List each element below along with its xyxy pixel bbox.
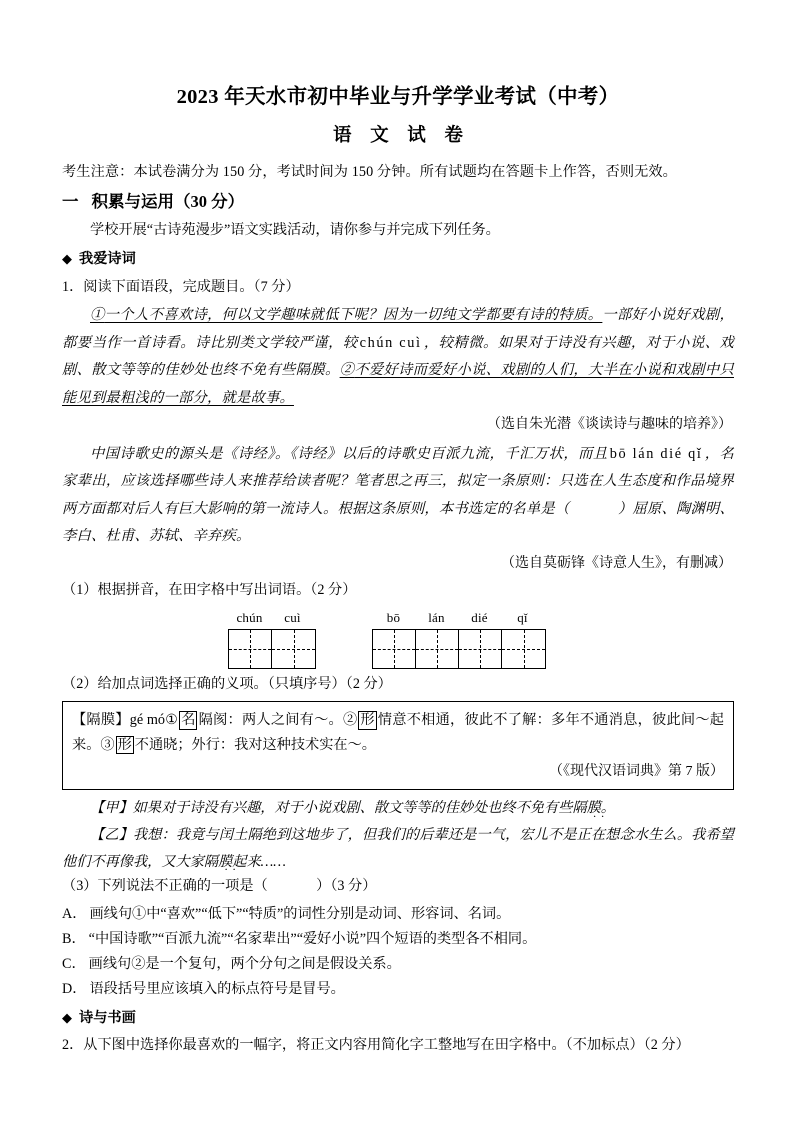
exam-notice: 考生注意：本试卷满分为 150 分，考试时间为 150 分钟。所有试题均在答题卡上作答，否则无效。 (62, 163, 677, 180)
quote-yi (62, 822, 734, 875)
tianzige-cell[interactable] (272, 630, 315, 668)
dict-sense-1-number: ① (165, 712, 179, 729)
option-b[interactable] (62, 927, 734, 952)
passage-1-mark-2: ② (339, 362, 355, 379)
tianzige-block-a (228, 610, 316, 669)
passage-1-underline-2-text: 不爱好诗而爱好小说、戏剧的人们，大半在小说和戏剧中只能见到最粗浅的一部分，就是故事。 (62, 362, 734, 406)
tianzige-cell[interactable] (373, 630, 416, 668)
quote-jia-emphasis: 隔膜 ·· (572, 800, 600, 816)
option-d-label: D． (62, 981, 87, 998)
dict-sense-1-text: 隔阂：两人之间有～。 (198, 712, 343, 729)
dict-headword: 【隔膜】 (72, 712, 130, 729)
quote-yi-label: 【乙】 (90, 826, 133, 843)
question-1-3-stem-post: ）（3 分） (316, 878, 377, 895)
passage-1-underline-1-text: 一个人不喜欢诗，何以文学趣味就低下呢？因为一切纯文学都要有诗的特质。 (104, 307, 603, 324)
section-one-intro: 学校开展“古诗苑漫步”语文实践活动，请你参与并完成下列任务。 (90, 222, 500, 239)
page-subtitle: 语 文 试 卷 (333, 125, 470, 146)
passage-1-underline-1 (90, 307, 602, 323)
bullet-heading-poetry (62, 248, 734, 271)
passage-1-attribution: （选自朱光潜《谈读诗与趣味的培养》） (487, 417, 732, 433)
tianzige-cell[interactable] (459, 630, 502, 668)
pinyin-row-a (228, 610, 316, 626)
dict-sense-3-pos: 形 (117, 736, 132, 753)
option-c[interactable] (62, 952, 734, 977)
tianzige-cell[interactable] (229, 630, 272, 668)
question-2-stem: 2．从下图中选择你最喜欢的一幅字，将正文内容用简化字工整地写在田字格中。（不加标点）（2 分） (62, 1037, 690, 1054)
dict-sense-1-pos: 名 (181, 712, 196, 729)
passage-1-plain-2: ，较精微。如果对于诗没有兴趣，对于小说、戏剧、散文等等的佳妙处也终不免有些隔膜。 (62, 334, 735, 379)
option-c-label: C． (62, 956, 86, 973)
pinyin-label: dié (471, 609, 488, 625)
pinyin-label: bō (386, 609, 401, 625)
quote-yi-emphasis: 隔膜 ·· (204, 854, 232, 870)
dict-sense-3-number: ③ (100, 736, 115, 753)
page-title: 2023 年天水市初中毕业与升学学业考试（中考） (176, 86, 620, 108)
option-a[interactable] (62, 902, 734, 927)
pinyin-row-b (372, 610, 546, 626)
bullet-label-poetry: 我爱诗词 (79, 251, 136, 268)
option-c-text: 画线句②是一个复句，两个分句之间是假设关系。 (88, 956, 401, 973)
dict-sense-2-pos: 形 (360, 712, 375, 729)
option-d-text: 语段括号里应该填入的标点符号是冒号。 (89, 981, 345, 998)
question-1-3-answer-blank[interactable] (268, 878, 316, 894)
option-a-text: 画线句①中“喜欢”“低下”“特质”的词性分别是动词、形容词、名词。 (89, 905, 511, 922)
pinyin-label: chún (236, 609, 263, 625)
passage-1-pinyin-1: chún cuì (359, 334, 422, 351)
passage-2-blank (569, 501, 618, 517)
passage-2-part-2: ，名家辈出，应该选择哪些诗人来推荐给读者呢？笔者思之再三，拟定一条原则：只选在人生态度和作品境界两方面都对后人有巨大影响的第一流诗人。根据这条原则，本书选定的名单是（ (62, 445, 734, 517)
passage-1 (62, 302, 734, 412)
option-b-text: “中国诗歌”“百派九流”“名家辈出”“爱好小说”四个短语的类型各不相同。 (88, 930, 537, 947)
option-d[interactable] (62, 977, 734, 1002)
tianzige-block-b (372, 610, 546, 669)
dict-pronunciation: gé mó (129, 712, 166, 729)
bullet-label-calligraphy: 诗与书画 (79, 1009, 136, 1026)
tianzige-a (228, 629, 316, 669)
quote-jia-pre: 如果对于诗没有兴趣，对于小说戏剧、散文等等的佳妙处也终不免有些 (132, 800, 573, 817)
dictionary-source: （《现代汉语词典》第 7 版） (549, 764, 724, 780)
passage-2-pinyin-2: bō lán dié qǐ (609, 445, 703, 462)
pinyin-label: lán (428, 609, 445, 625)
dictionary-entry-text (72, 708, 724, 757)
quote-jia-label: 【甲】 (90, 800, 133, 817)
question-1-3-stem (62, 875, 734, 898)
quote-yi-pre: 我想：我竟与闰土隔绝到这地步了，但我们的后辈还是一气，宏儿不是正在想念水生么。我希望他们不再像我，又大家 (62, 826, 734, 870)
dict-sense-2-text: 情意不相通，彼此不了解：多年不通消息，彼此间～起来。 (72, 712, 724, 753)
option-a-label: A． (62, 905, 87, 922)
pinyin-label: qǐ (517, 609, 528, 625)
dict-sense-2-number: ② (342, 712, 358, 729)
section-one-title: 积累与运用（30 分） (91, 191, 245, 211)
pinyin-label: cuì (284, 609, 301, 625)
question-1-stem: 1．阅读下面语段，完成题目。（7 分） (62, 278, 300, 295)
dict-sense-3-text: 不通晓；外行：我对这种技术实在～。 (134, 736, 376, 753)
tianzige-cell[interactable] (502, 630, 545, 668)
diamond-icon: ◆ (62, 251, 72, 267)
passage-1-plain-1: 一部好小说好戏剧，都要当作一首诗看。诗比别类文学较严谨，较 (62, 307, 734, 351)
section-one-heading (62, 190, 734, 215)
passage-2-attribution: （选自莫砺锋《诗意人生》，有删减） (501, 555, 732, 571)
section-one-number: 一 (62, 191, 79, 211)
tianzige-cell[interactable] (416, 630, 459, 668)
quote-yi-post: 起来…… (232, 853, 286, 870)
tianzige-b (372, 629, 546, 669)
passage-2-part-3: ）屈原、陶渊明、李白、杜甫、苏轼、辛弃疾。 (62, 500, 735, 545)
passage-2-part-1: 中国诗歌史的源头是《诗经》。《诗经》以后的诗歌史百派九流，千汇万状，而且 (90, 445, 608, 462)
quote-jia (62, 795, 734, 822)
page-content (62, 84, 734, 1061)
option-b-label: B． (62, 930, 86, 947)
diamond-icon: ◆ (62, 1009, 72, 1025)
question-1-1-stem: （1）根据拼音，在田字格中写出词语。（2 分） (62, 582, 357, 599)
quote-jia-post: 。 (600, 800, 615, 817)
question-1-2-stem: （2）给加点词选择正确的义项。（只填序号）（2 分） (62, 675, 392, 692)
bullet-heading-calligraphy (62, 1007, 734, 1030)
tianzige-grid-row (62, 610, 734, 669)
passage-1-mark-1: ① (90, 307, 105, 324)
question-1-3-stem-pre: （3）下列说法不正确的一项是（ (62, 878, 268, 895)
passage-2 (62, 441, 734, 551)
dictionary-entry-box (62, 701, 734, 790)
